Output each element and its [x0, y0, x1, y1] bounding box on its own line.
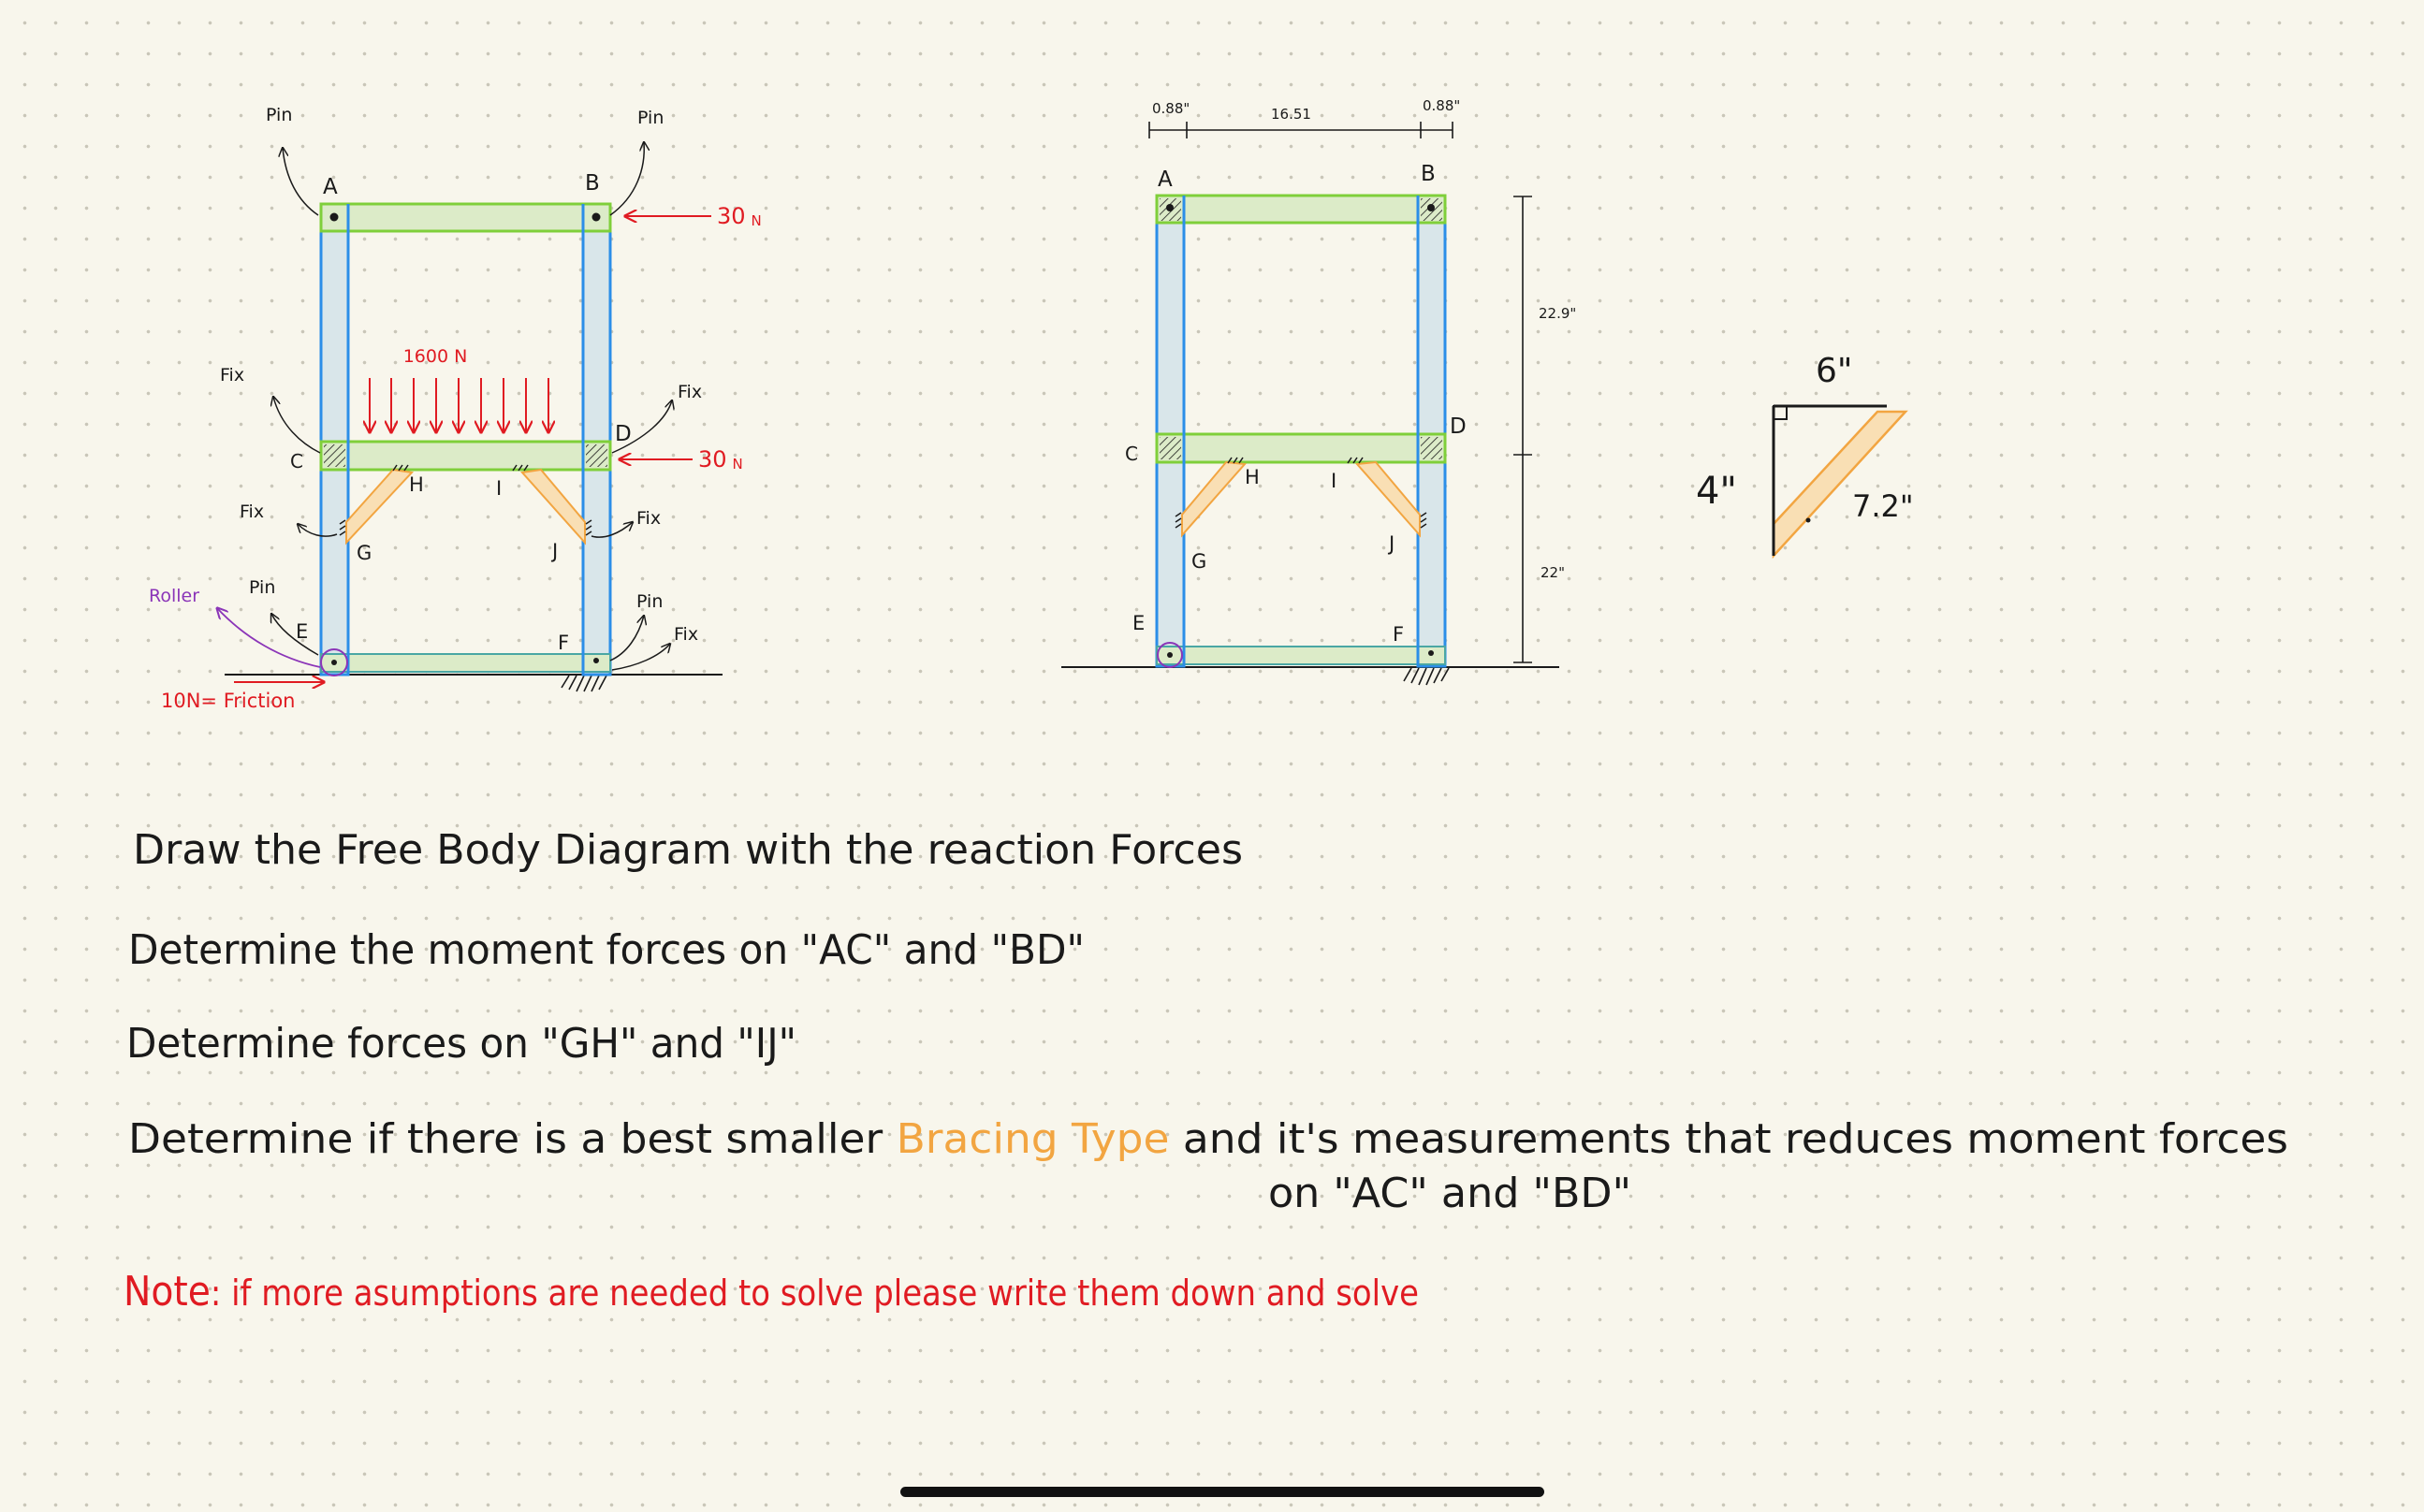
fixed-support-hatch-2 — [1404, 668, 1449, 685]
task-line-4-end: and it's measurements that reduces moment forces — [1169, 1115, 2253, 1163]
distributed-load-label: 1600 N — [402, 346, 468, 367]
beam-AB — [321, 204, 610, 231]
joint-H-label: H — [409, 473, 424, 496]
joint-J-label-2: J — [1389, 532, 1395, 555]
frame-diagram-2 — [1061, 97, 1576, 685]
fix-F-label: Fix — [674, 624, 699, 645]
fix-J-label: Fix — [636, 508, 662, 529]
pin-F-dot — [593, 658, 599, 663]
bracing-triangle — [1696, 352, 1914, 556]
beam-AB-2 — [1157, 196, 1445, 223]
frame-diagram-1 — [149, 105, 762, 712]
note-text: : if more asumptions are needed to solve please write them down and solve — [210, 1272, 1566, 1314]
column-AE — [321, 204, 348, 675]
pin-B-label: Pin — [637, 108, 664, 128]
column-BF — [583, 204, 610, 675]
home-indicator[interactable] — [900, 1487, 1544, 1497]
joint-E-label-2: E — [1132, 612, 1146, 634]
right-angle-mark — [1774, 406, 1787, 419]
task-line-4-start: Determine if there is a best smaller — [128, 1115, 872, 1163]
joint-D-hatch — [586, 444, 607, 467]
brace-GH — [346, 470, 412, 543]
bracing-type-highlight: Bracing Type — [896, 1115, 1161, 1163]
note-label: Note — [124, 1268, 222, 1316]
beam-CD-2 — [1157, 434, 1445, 462]
joint-E-label: E — [296, 620, 309, 643]
brace-GH-2 — [1182, 462, 1245, 535]
dim-span: 16.51 — [1271, 106, 1311, 123]
pin-F-label: Pin — [636, 591, 664, 612]
column-AE-2 — [1157, 196, 1184, 666]
triangle-side-label: 4" — [1696, 470, 1737, 513]
note-line — [124, 1268, 1566, 1316]
dimension-labels — [1152, 97, 1576, 581]
dim-lower-height: 22" — [1541, 564, 1565, 581]
joint-F-label-2: F — [1393, 623, 1405, 646]
joint-H-label-2: H — [1245, 466, 1260, 488]
joint-F-label: F — [558, 632, 570, 654]
task-line-2: Determine the moment forces on "AC" and "BD" — [128, 926, 1085, 974]
roller-label: Roller — [149, 586, 200, 606]
pin-E-label: Pin — [249, 577, 276, 598]
task-line-4-cont: on "AC" and "BD" — [1268, 1170, 1631, 1217]
dim-left-width: 0.88" — [1152, 100, 1190, 117]
pin-B-dot — [592, 213, 601, 222]
brace-IJ-2 — [1357, 462, 1420, 535]
pin-A-label: Pin — [266, 105, 293, 125]
brace-shape — [1774, 412, 1906, 556]
triangle-hypotenuse-label: 7.2" — [1852, 488, 1914, 524]
task-list — [126, 826, 2288, 1217]
joint-B-label-2: B — [1421, 162, 1436, 186]
distributed-load — [370, 378, 548, 432]
column-BF-2 — [1418, 196, 1445, 666]
joint-A-label: A — [323, 175, 338, 199]
joint-D-label-2: D — [1450, 414, 1467, 439]
joint-C-label: C — [290, 450, 303, 472]
task-line-1: Draw the Free Body Diagram with the reaction Forces — [133, 826, 1243, 874]
joint-C-hatch — [324, 444, 345, 467]
top-force-label: 30 N — [717, 203, 762, 229]
mid-force-label: 30 N — [698, 446, 743, 472]
fix-G-label: Fix — [240, 502, 265, 522]
joint-J-label: J — [552, 540, 559, 562]
joint-I-label: I — [496, 477, 503, 500]
fix-C-label: Fix — [220, 365, 245, 385]
pin-A-dot — [330, 213, 339, 222]
task-line-4 — [128, 1115, 2288, 1163]
dim-right-width: 0.88" — [1423, 97, 1461, 114]
fix-D-label: Fix — [678, 382, 703, 402]
task-line-3: Determine forces on "GH" and "IJ" — [126, 1020, 796, 1068]
joint-C-label-2: C — [1125, 443, 1138, 465]
joint-G-label: G — [357, 542, 372, 564]
beam-CD — [321, 442, 610, 470]
joint-B-label: B — [585, 171, 600, 196]
support-labels — [149, 105, 702, 645]
brace-IJ — [522, 470, 585, 543]
beam-EF — [321, 654, 610, 672]
joint-D-label: D — [615, 422, 632, 446]
joint-G-label-2: G — [1191, 550, 1207, 573]
fixed-support-hatch — [562, 676, 606, 691]
friction-label: 10N= Friction — [161, 690, 296, 712]
beam-EF-2 — [1157, 647, 1445, 664]
triangle-top-label: 6" — [1816, 352, 1853, 390]
joint-I-label-2: I — [1331, 470, 1337, 492]
joint-A-label-2: A — [1158, 167, 1173, 192]
dim-upper-height: 22.9" — [1539, 305, 1577, 322]
